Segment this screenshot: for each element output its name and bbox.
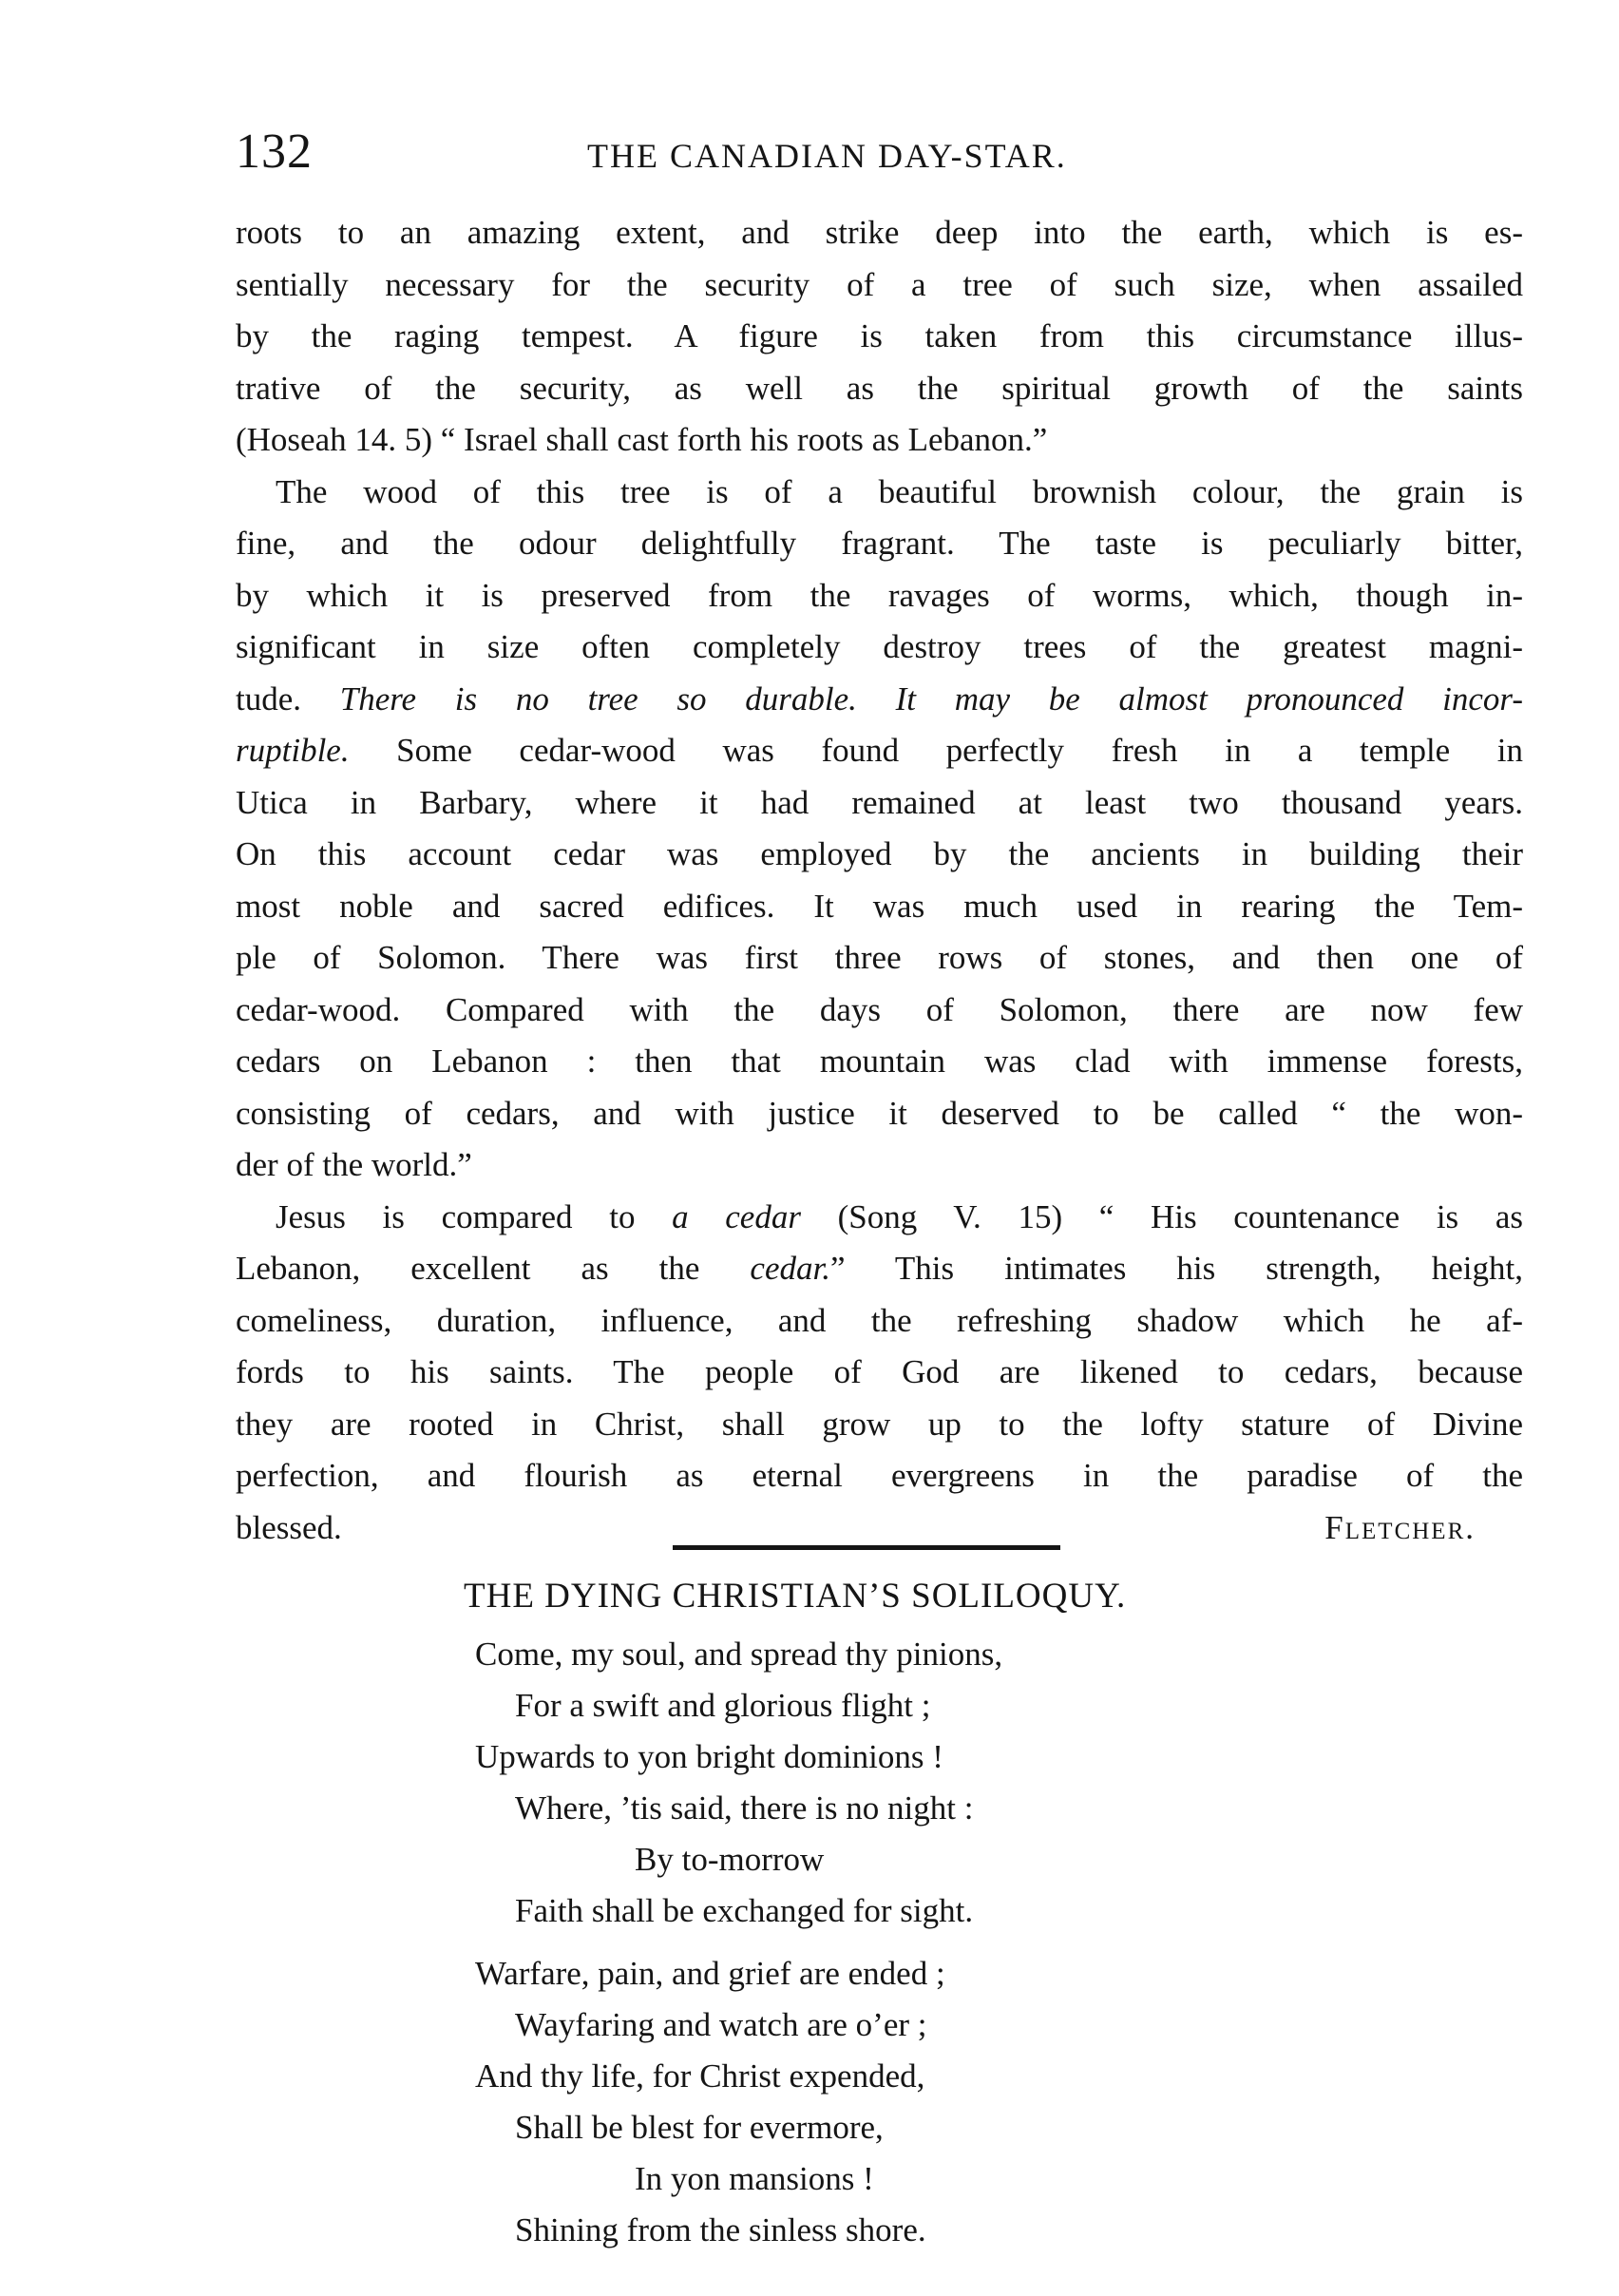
- italic-text-segment: There is no tree so durable. It may be almost pronounced incor-: [339, 679, 1523, 718]
- text-line: by the raging tempest. A figure is taken from this circumstance illus-: [236, 317, 1523, 354]
- text-line: [236, 1192, 1523, 1244]
- text-line: On this account cedar was employed by the ancients in building their: [236, 835, 1523, 872]
- text-line: fords to his saints. The people of God are likened to cedars, because: [236, 1353, 1523, 1390]
- text-line: Utica in Barbary, where it had remained at least two thousand years.: [236, 783, 1523, 821]
- text-line: cedar-wood. Compared with the days of Solomon, there are now few: [236, 990, 1523, 1028]
- text-segment: Lebanon, excellent as the: [236, 1250, 751, 1287]
- text-line: [236, 674, 1523, 726]
- text-line: consisting of cedars, and with justice it deserved to be called “ the won-: [236, 1094, 1523, 1132]
- poem-line: And thy life, for Christ expended,: [475, 2057, 925, 2095]
- page-number: 132: [236, 124, 313, 179]
- poem-line: Come, my soul, and spread thy pinions,: [475, 1636, 1003, 1673]
- text-line: ple of Solomon. There was first three rows of stones, and then one of: [236, 939, 1523, 976]
- text-line: [236, 725, 1523, 777]
- text-segment: Jesus is compared to: [276, 1197, 673, 1235]
- article-body: [236, 207, 1523, 1554]
- italic-text-segment: ruptible.: [236, 732, 350, 769]
- poem-line: Warfare, pain, and grief are ended ;: [475, 1955, 945, 1992]
- text-line: by which it is preserved from the ravages of worms, which, though in-: [236, 576, 1523, 614]
- poem-line: Upwards to yon bright dominions !: [475, 1738, 943, 1775]
- text-segment: blessed.: [236, 1508, 342, 1546]
- text-segment: (Song V. 15) “ His countenance is as: [800, 1197, 1523, 1235]
- poem-title: THE DYING CHRISTIAN’S SOLILOQUY.: [464, 1577, 1127, 1616]
- poem-line: Faith shall be exchanged for sight.: [515, 1892, 974, 1929]
- poem-line: Shining from the sinless shore.: [515, 2211, 926, 2248]
- text-line: they are rooted in Christ, shall grow up to the lofty stature of Divine: [236, 1405, 1523, 1443]
- author-signature: Fletcher.: [1324, 1508, 1476, 1546]
- text-line: sentially necessary for the security of a tree of such size, when assailed: [236, 265, 1523, 303]
- text-line: fine, and the odour delightfully fragrant. The taste is peculiarly bitter,: [236, 525, 1523, 562]
- text-segment: tude.: [236, 679, 340, 718]
- text-line: perfection, and flourish as eternal evergreens in the paradise of the: [236, 1457, 1523, 1494]
- poem-line: By to-morrow: [635, 1841, 825, 1878]
- text-line: cedars on Lebanon : then that mountain was clad with immense forests,: [236, 1043, 1523, 1080]
- section-divider: [673, 1545, 1060, 1550]
- text-segment: Some cedar-wood was found perfectly fresh in a temple in: [349, 732, 1523, 769]
- italic-text-segment: cedar.: [750, 1250, 830, 1287]
- text-line: The wood of this tree is of a beautiful brownish colour, the grain is: [276, 472, 1523, 510]
- poem-body: [475, 1629, 1235, 2256]
- poem-line: For a swift and glorious flight ;: [515, 1687, 931, 1724]
- text-line: (Hoseah 14. 5) “ Israel shall cast forth his roots as Lebanon.”: [236, 421, 1048, 458]
- text-segment: ” This intimates his strength, height,: [829, 1250, 1523, 1287]
- poem-stanza: [475, 1948, 1235, 2256]
- page-header: [236, 114, 1520, 190]
- text-line: trative of the security, as well as the spiritual growth of the saints: [236, 369, 1523, 407]
- text-line: der of the world.”: [236, 1146, 472, 1183]
- text-line: roots to an amazing extent, and strike deep into the earth, which is es-: [236, 214, 1523, 251]
- poem-line: In yon mansions !: [635, 2160, 874, 2197]
- text-line: comeliness, duration, influence, and the refreshing shadow which he af-: [236, 1301, 1523, 1339]
- poem-line: Wayfaring and watch are o’er ;: [515, 2006, 927, 2043]
- poem-line: Shall be blest for evermore,: [515, 2109, 884, 2146]
- italic-text-segment: a cedar: [672, 1197, 801, 1235]
- poem-line: Where, ’tis said, there is no night :: [515, 1789, 974, 1827]
- text-line: significant in size often completely destroy trees of the greatest magni-: [236, 628, 1523, 665]
- text-line: most noble and sacred edifices. It was much used in rearing the Tem-: [236, 887, 1523, 925]
- running-title: THE CANADIAN DAY-STAR.: [587, 137, 1067, 175]
- text-line: [236, 1243, 1523, 1295]
- poem-stanza: [475, 1629, 1235, 1937]
